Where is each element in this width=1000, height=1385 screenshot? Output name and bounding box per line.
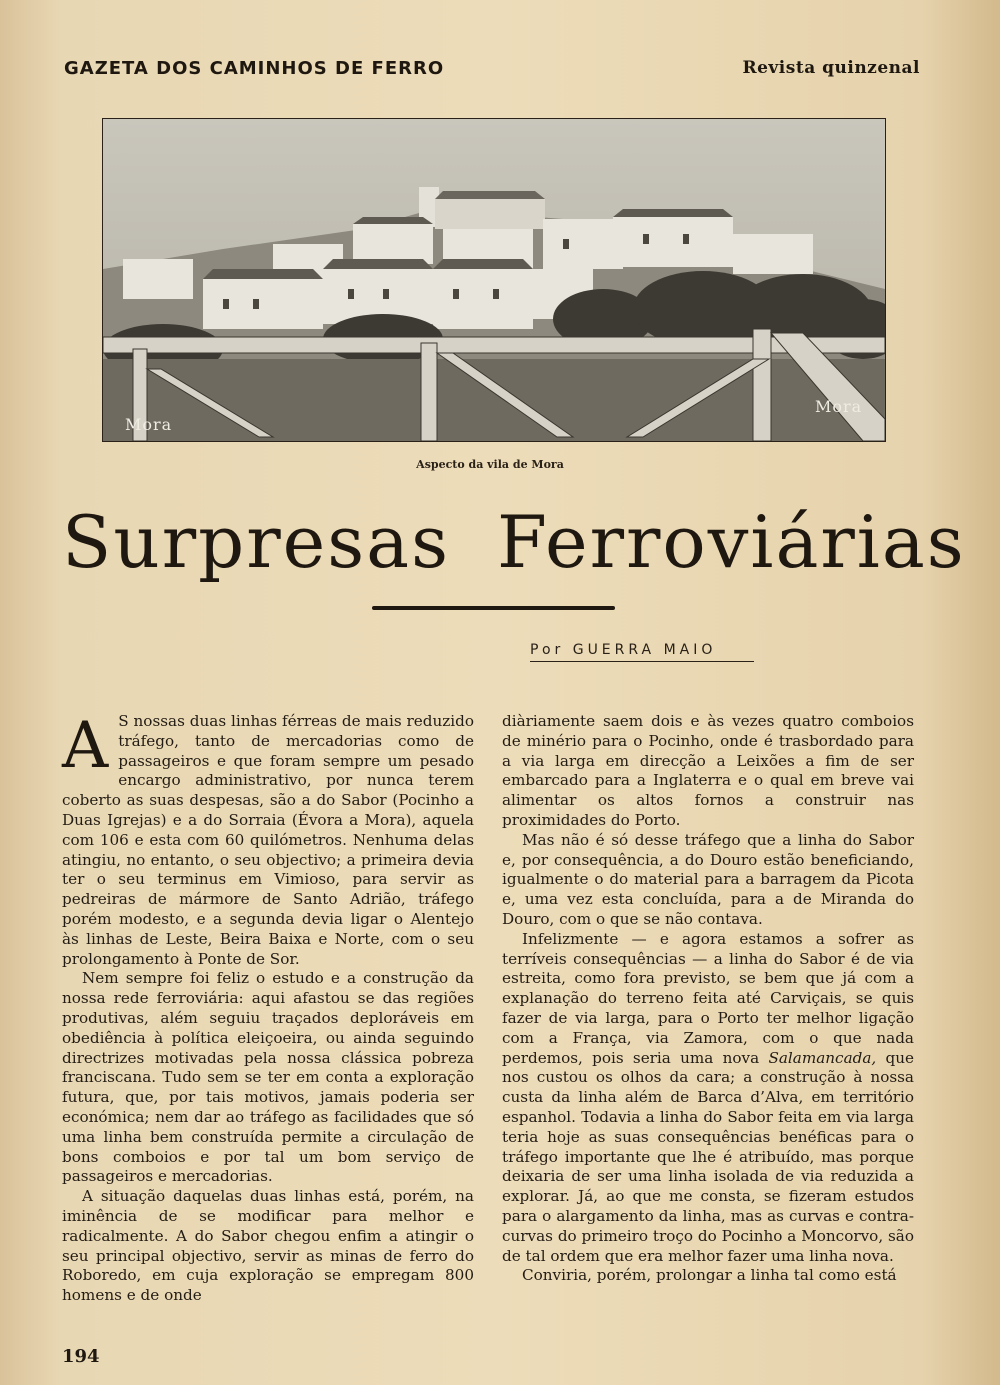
paragraph-6: Conviria, porém, prolongar a linha tal como está [522, 1266, 897, 1285]
paragraph-5 [502, 930, 914, 1267]
paragraph-4: Mas não é só desse tráfego que a linha do Sabor e, por consequência, a do Douro estão beneficiando, igualmente o do material para a barragem da Picota e, uma vez esta concluída, para a de Miranda do Douro, com o que se não contava. [502, 830, 914, 928]
paragraph-5-emphasis: Salamancada, [768, 1048, 877, 1067]
paragraph-2: Nem sempre foi feliz o estudo e a construção da nossa rede ferroviária: aqui afastou se das regiões produtivas, além seguiu traçados deploráveis em obediência à política eleiçoeira, ou ainda seguindo directrizes motivadas pela nossa clássica pobreza franciscana. Tudo sem se ter em conta a exploração futura, que, por tais motivos, jamais poderia ser económica; nem dar ao tráfego as facilidades que só uma linha bem construída permite a circulação de bons comboios e por tal um bom serviço de passageiros e mercadorias. [62, 969, 474, 1186]
town-photograph [102, 118, 886, 442]
drop-cap: A [62, 709, 109, 783]
photo-label-left: Mora [125, 415, 173, 434]
article-byline: Por GUERRA MAIO [530, 642, 754, 662]
paragraph-1 [62, 709, 474, 969]
page-number: 194 [62, 1346, 100, 1367]
paragraph-1-text: S nossas duas linhas férreas de mais reduzido tráfego, tanto de mercadorias como de passageiros e que foram sempre um pesado encargo administrativo, por nunca terem coberto as suas despesas, são a do Sabor (Pocinho a Duas Igrejas) e a do Sorraia (Évora a Mora), aquela com 106 e esta com 60 quilómetros. Nenhuma delas atingiu, no entanto, o seu objectivo; a primeira devia ter o seu terminus em Vimioso, para servir as pedreiras de mármore de Santo Adrião, tráfego porém modesto, e a segunda devia ligar o Alentejo às linhas de Leste, Beira Baixa e Norte, com o seu prolongamento à Ponte de Sor. [62, 712, 474, 968]
right-column [502, 712, 914, 1286]
photo-caption: Aspecto da vila de Mora [416, 458, 564, 471]
paragraph-continued: diàriamente saem dois e às vezes quatro comboios de minério para o Pocinho, onde é trasbordado para a via larga em direcção a Leixões a fim de ser embarcado para a Inglaterra e o qual em breve vai alimentar os altos fornos a construir nas proximidades do Porto. [502, 712, 914, 829]
photo-label-right: Mora [815, 397, 863, 416]
publication-frequency: Revista quinzenal [742, 58, 920, 78]
paragraph-5-part-2: que nos custou os olhos da cara; a construção à nossa custa da linha além de Barca d’Alva, em território espanhol. Todavia a linha do Sabor feita em via larga teria hoje as suas consequências benéficas para o tráfego importante que lhe é atribuído, mas porque deixaria de ser uma linha isolada de via reduzida a explorar. Já, ao que me consta, se fizeram estudos para o alargamento da linha, mas as curvas e contra-curvas do primeiro troço do Pocinho a Moncorvo, são de tal ordem que era melhor fazer uma linha nova. [502, 1048, 914, 1265]
title-rule [372, 606, 615, 610]
photo-illustration [103, 119, 885, 441]
left-column [62, 709, 474, 1306]
paragraph-5-part-1: Infelizmente — e agora estamos a sofrer as terríveis consequências — a linha do Sabor é de via estreita, como fora previsto, se bem que já com a explanação do terreno feita até Carviçais, se quis fazer de via larga, para o Porto ter melhor ligação com a França, via Zamora, com o que nada perdemos, pois seria uma nova [502, 929, 914, 1067]
publication-title: GAZETA DOS CAMINHOS DE FERRO [64, 58, 445, 79]
article-title: Surpresas Ferroviárias [62, 500, 966, 584]
running-header [64, 58, 920, 79]
paragraph-3: A situação daquelas duas linhas está, porém, na iminência de se modificar para melhor e radicalmente. A do Sabor chegou enfim a atingir o seu principal objectivo, servir as minas de ferro do Roboredo, em cuja exploração se empregam 800 homens e de onde [62, 1187, 474, 1305]
